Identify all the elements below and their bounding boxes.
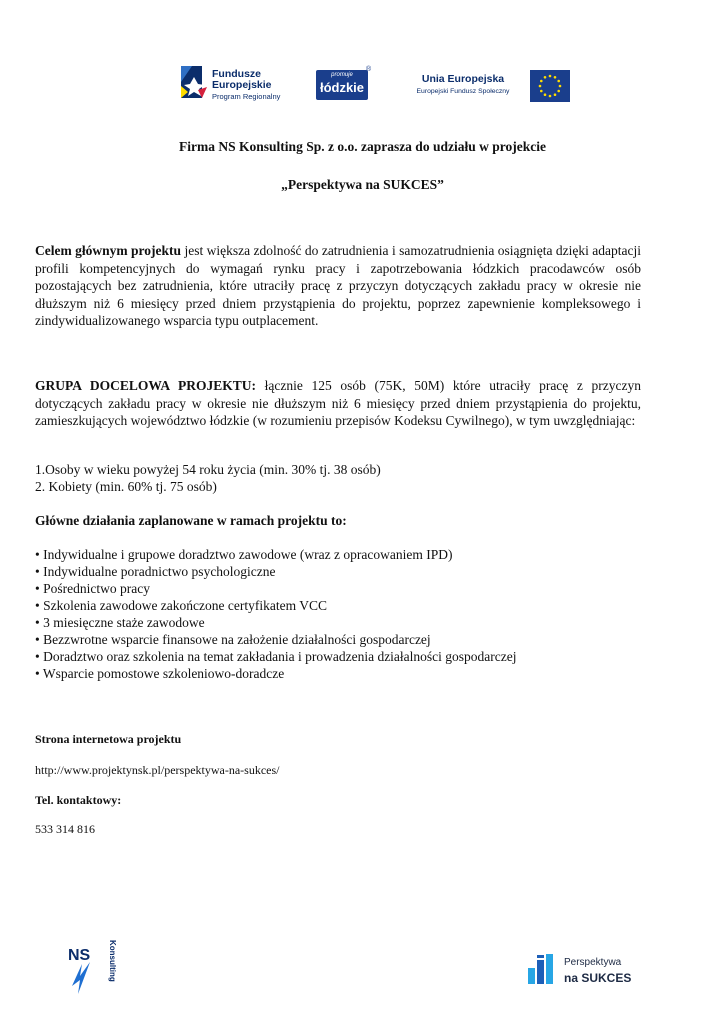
list-item: 1.Osoby w wieku powyżej 54 roku życia (min. 30% tj. 38 osób) [35,462,381,477]
pn-line-1: Perspektywa [564,957,622,968]
ue-line-2: Europejski Fundusz Społeczny [416,88,510,95]
activities-list [35,546,641,682]
website-url[interactable]: http://www.projektynsk.pl/perspektywa-na-sukces/ [35,763,280,777]
list-item: • Doradztwo oraz szkolenia na temat zakładania i prowadzenia działalności gospodarczej [35,649,517,664]
sukces-chart-icon [526,952,558,986]
promuje-lodzkie-logo [316,66,372,102]
list-item: • Bezzwrotne wsparcie finansowe na założenie działalności gospodarczej [35,632,431,647]
goal-text: jest większa zdolność do zatrudnienia i samozatrudnienia osiągnięta dzięki adaptacji profili kompetencyjnych do wymagań rynku pracy i zapotrzebowania łódzkich pracodawców osób pozostających bez zatrudnienia, które utraciły pracę z przyczyn dotyczących zakładu pracy w okresie nie dłuższym niż 6 miesięcy przed dniem przystąpienia do projektu, poprzez zapewnienie kompleksowego i zindywidualizowanego wsparcia typu outplacement. [35,243,641,328]
phone-label: Tel. kontaktowy: [35,793,122,807]
target-group-paragraph [35,377,641,430]
project-goal-paragraph [35,242,641,330]
funding-logos-bar [0,58,725,108]
list-item: 2. Kobiety (min. 60% tj. 75 osób) [35,479,217,494]
fundusze-europejskie-logo [178,62,290,106]
eu-flag-icon [530,70,570,102]
list-item: • 3 miesięczne staże zawodowe [35,615,205,630]
list-item: • Pośrednictwo pracy [35,581,150,596]
lodz-big-text: łódzkie [319,80,365,95]
svg-text:NS: NS [68,947,91,964]
registered-mark: ® [366,66,372,73]
target-label: GRUPA DOCELOWA PROJEKTU: [35,378,257,393]
ns-konsulting-icon [58,938,120,996]
list-item: • Indywidualne poradnictwo psychologiczne [35,564,276,579]
svg-text:Konsulting: Konsulting [108,940,117,982]
list-item: • Szkolenia zawodowe zakończone certyfikatem VCC [35,598,327,613]
goal-label: Celem głównym projektu [35,243,182,258]
activities-heading: Główne działania zaplanowane w ramach projektu to: [35,513,347,528]
website-label: Strona internetowa projektu [35,732,182,746]
phone-number: 533 314 816 [35,822,95,836]
fe-star-icon [178,62,208,102]
invitation-heading: Firma NS Konsulting Sp. z o.o. zaprasza do udziału w projekcie [179,139,546,154]
unia-europejska-logo [404,70,569,104]
pn-line-2: na SUKCES [564,971,632,985]
fe-line-3: Program Regionalny [212,92,281,101]
fe-line-1: Fundusze [212,68,261,80]
project-name-heading: „Perspektywa na SUKCES” [281,177,444,192]
fe-line-2: Europejskie [212,79,272,91]
target-text: łącznie 125 osób (75K, 50M) które utraciły pracę z przyczyn dotyczących zakładu pracy w okresie nie dłuższym niż 6 miesięcy przed dniem przystąpienia do projektu, zamieszkujących województwo łódzkie (w rozumieniu przepisów Kodeksu Cywilnego), w tym uwzględniając: [35,378,641,428]
list-item: • Indywidualne i grupowe doradztwo zawodowe (wraz z opracowaniem IPD) [35,547,453,562]
ns-konsulting-logo [58,938,120,996]
lodz-small-text: promuje [331,72,353,78]
perspektywa-na-sukces-logo [526,952,646,990]
list-item: • Wsparcie pomostowe szkoleniowo-doradcze [35,666,285,681]
ue-line-1: Unia Europejska [421,73,505,85]
target-group-list [35,461,641,495]
